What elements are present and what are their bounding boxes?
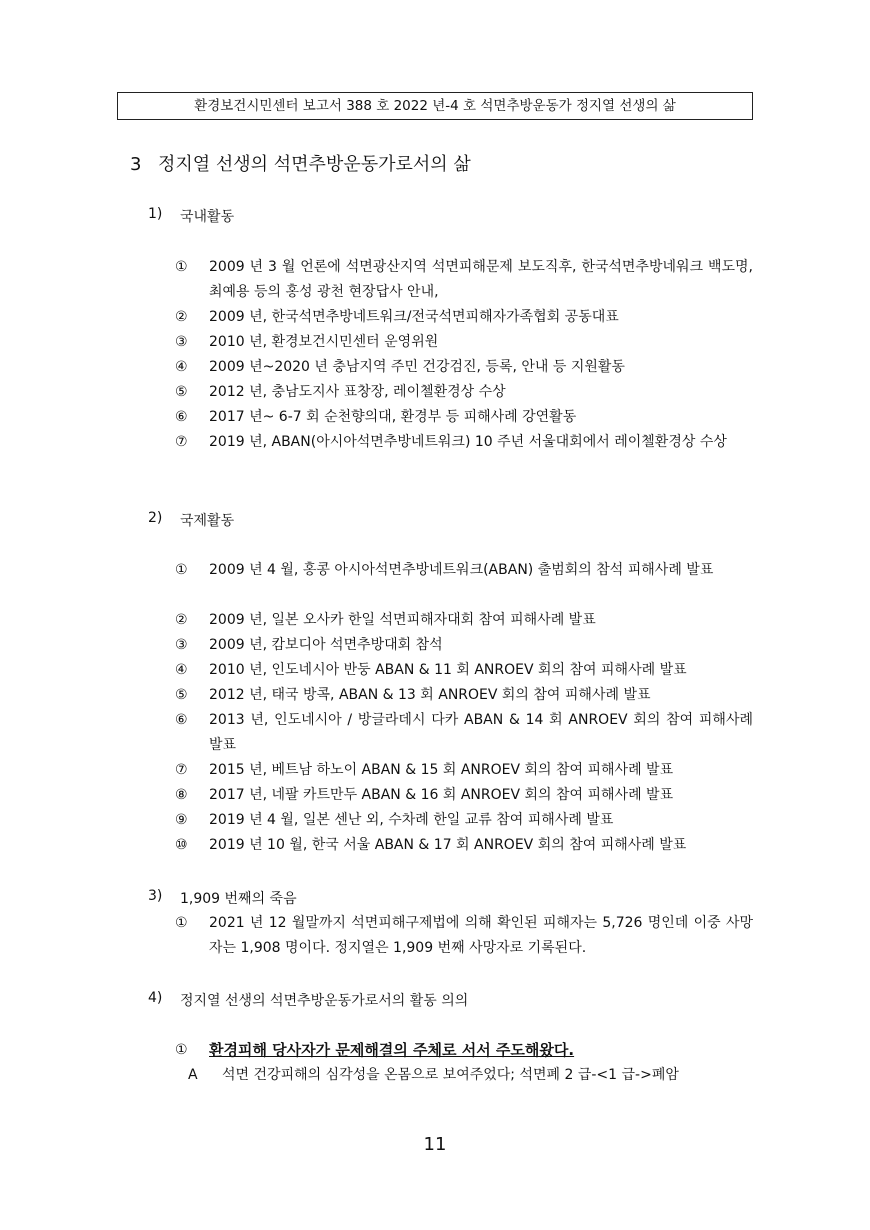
item-marker: ⑨ xyxy=(175,812,188,828)
list-item xyxy=(175,330,753,355)
list-item-a xyxy=(188,1064,679,1084)
item-text: 2009 년~2020 년 충남지역 주민 건강검진, 등록, 안내 등 지원활동 xyxy=(209,359,625,375)
item-marker: ⑦ xyxy=(175,762,188,778)
list-item xyxy=(175,783,753,808)
item-text: 2010 년, 환경보건시민센터 운영위원 xyxy=(209,334,439,350)
list-item xyxy=(175,911,753,961)
item-text: 2009 년, 한국석면추방네트워크/전국석면피해자가족협회 공동대표 xyxy=(209,309,619,325)
item-marker: ④ xyxy=(175,359,188,375)
item-marker: ③ xyxy=(175,334,188,350)
list-item xyxy=(175,558,753,583)
item-marker: ⑤ xyxy=(175,687,188,703)
item-marker: ⑦ xyxy=(175,434,188,450)
item-marker: ① xyxy=(175,259,188,275)
item-text: 2013 년, 인도네시아 / 방글라데시 다카 ABAN & 14 회 ANROEV 회의 참여 피해사례 발표 xyxy=(209,712,753,753)
subsection-number: 1) xyxy=(148,206,163,222)
item-marker: ② xyxy=(175,612,188,628)
item-text: 2009 년 3 월 언론에 석면광산지역 석면피해문제 보도직후, 한국석면추방네워크 백도명, 최예용 등의 홍성 광천 현장답사 안내, xyxy=(209,259,753,300)
list-item xyxy=(175,683,753,708)
item-text: 2012 년, 태국 방콕, ABAN & 13 회 ANROEV 회의 참여 피해사례 발표 xyxy=(209,687,651,703)
list-item xyxy=(175,380,753,405)
list-item xyxy=(175,405,753,430)
item-text: 2009 년, 일본 오사카 한일 석면피해자대회 참여 피해사례 발표 xyxy=(209,612,596,628)
subsection-number: 4) xyxy=(148,990,163,1006)
item-marker: ④ xyxy=(175,662,188,678)
item-marker: ② xyxy=(175,309,188,325)
list-item xyxy=(175,708,753,758)
list-item xyxy=(175,833,753,858)
item-text: 석면 건강피해의 심각성을 온몸으로 보여주었다; 석면폐 2 급-<1 급->폐암 xyxy=(222,1067,679,1083)
item-text: 2017 년~ 6-7 회 순천향의대, 환경부 등 피해사례 강연활동 xyxy=(209,409,577,425)
item-marker: ⑩ xyxy=(175,837,188,853)
item-marker: ⑤ xyxy=(175,384,188,400)
item-marker: ① xyxy=(175,562,188,578)
list-item xyxy=(175,1038,753,1064)
subsection-title: 1,909 번째의 죽음 xyxy=(180,891,297,907)
item-text: 2019 년 10 월, 한국 서울 ABAN & 17 회 ANROEV 회의 참여 피해사례 발표 xyxy=(209,837,687,853)
emphasis-text: 환경피해 당사자가 문제해결의 주체로 서서 주도해왔다. xyxy=(209,1041,575,1059)
item-text: 2009 년, 캄보디아 석면추방대회 참석 xyxy=(209,637,443,653)
subsection-title: 국제활동 xyxy=(180,513,235,529)
list-item xyxy=(175,305,753,330)
item-text: 2009 년 4 월, 홍콩 아시아석면추방네트워크(ABAN) 출범회의 참석 피해사례 발표 xyxy=(209,562,714,578)
item-marker: ⑧ xyxy=(175,787,188,803)
item-text: 2019 년, ABAN(아시아석면추방네트워크) 10 주년 서울대회에서 레이첼환경상 수상 xyxy=(209,434,727,450)
list-item xyxy=(175,633,753,658)
subsection-title: 국내활동 xyxy=(180,209,235,225)
list-item xyxy=(175,758,753,783)
item-marker: ③ xyxy=(175,637,188,653)
item-text: 2010 년, 인도네시아 반둥 ABAN & 11 회 ANROEV 회의 참여 피해사례 발표 xyxy=(209,662,687,678)
subsection-title: 정지열 선생의 석면추방운동가로서의 활동 의의 xyxy=(180,993,469,1009)
list-item xyxy=(175,255,753,305)
list-item xyxy=(175,808,753,833)
list-item xyxy=(175,355,753,380)
list-item xyxy=(175,608,753,633)
report-header: 환경보건시민센터 보고서 388 호 2022 년-4 호 석면추방운동가 정지열 선생의 삶 xyxy=(117,92,753,120)
item-text: 2012 년, 충남도지사 표창장, 레이첼환경상 수상 xyxy=(209,384,506,400)
item-text: 2019 년 4 월, 일본 센난 외, 수차례 한일 교류 참여 피해사례 발표 xyxy=(209,812,614,828)
item-text: 2015 년, 베트남 하노이 ABAN & 15 회 ANROEV 회의 참여 피해사례 발표 xyxy=(209,762,674,778)
page-number: 11 xyxy=(423,1134,447,1155)
list-item xyxy=(175,430,753,455)
item-marker: ① xyxy=(175,915,188,931)
item-text: 2017 년, 네팔 카트만두 ABAN & 16 회 ANROEV 회의 참여 피해사례 발표 xyxy=(209,787,674,803)
item-marker: A xyxy=(188,1067,198,1083)
item-marker: ① xyxy=(175,1042,188,1058)
section-title: 정지열 선생의 석면추방운동가로서의 삶 xyxy=(158,154,471,175)
item-text: 2021 년 12 월말까지 석면피해구제법에 의해 확인된 피해자는 5,726 명인데 이중 사망자는 1,908 명이다. 정지열은 1,909 번째 사망자로 기록된다. xyxy=(209,915,753,956)
section-number: 3 xyxy=(130,154,142,175)
subsection-number: 2) xyxy=(148,510,163,526)
item-marker: ⑥ xyxy=(175,712,188,728)
item-marker: ⑥ xyxy=(175,409,188,425)
subsection-number: 3) xyxy=(148,888,163,904)
list-item xyxy=(175,658,753,683)
section-heading xyxy=(130,150,471,176)
